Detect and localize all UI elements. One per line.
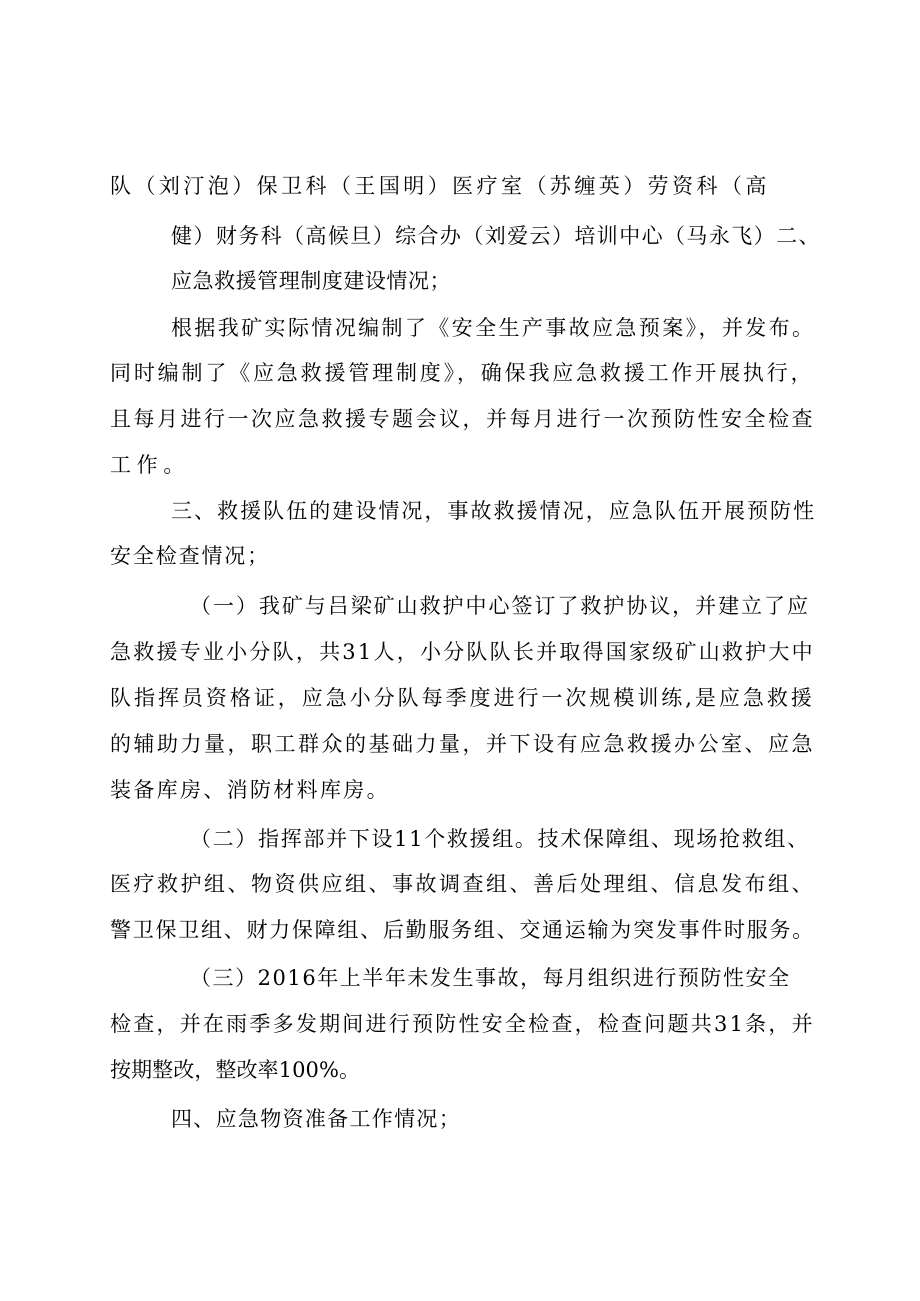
text-line: 检查，并在雨季多发期间进行预防性安全检查，检查问题共31条，并	[110, 1012, 815, 1036]
section-heading: 应急救援管理制度建设情况；	[171, 269, 452, 293]
text-line: 队（刘汀泡）保卫科（王国明）医疗室（苏缠英）劳资科（高	[110, 174, 770, 198]
text-line: （一）我矿与吕梁矿山救护中心签订了救护协议，并建立了应	[190, 594, 810, 618]
text-line: 按期整改，整改率100%。	[110, 1058, 361, 1082]
text-line: （三）2016年上半年未发生事故，每月组织进行预防性安全	[190, 966, 791, 990]
text-line: 且每月进行一次应急救援专题会议，并每月进行一次预防性安全检查	[110, 407, 815, 431]
text-line: 警卫保卫组、财力保障组、后勤服务组、交通运输为突发事件时服务。	[110, 918, 815, 942]
text-line: 的辅助力量，职工群众的基础力量，并下设有应急救援办公室、应急	[110, 732, 815, 756]
text-line: 装备库房、消防材料库房。	[110, 778, 390, 802]
text-line: 队指挥员资格证，应急小分队每季度进行一次规模训练,是应急救援	[110, 686, 815, 710]
text-line: 健）财务科（高候旦）综合办（刘爱云）培训中心（马永飞）二、	[171, 224, 821, 248]
section-heading: 四、应急物资准备工作情况；	[171, 1107, 462, 1131]
text-line: 同时编制了《应急救援管理制度》，确保我应急救援工作开展执行，	[110, 361, 815, 385]
text-line: 安全检查情况；	[110, 544, 271, 568]
text-line: 工作。	[110, 453, 191, 477]
section-heading: 三、救援队伍的建设情况，事故救援情况，应急队伍开展预防性	[171, 499, 817, 523]
text-line: 根据我矿实际情况编制了《安全生产事故应急预案》，并发布。	[171, 316, 816, 340]
text-line: 急救援专业小分队，共31人，小分队队长并取得国家级矿山救护大中	[110, 640, 815, 664]
text-line: 医疗救护组、物资供应组、事故调查组、善后处理组、信息发布组、	[110, 872, 815, 896]
text-line: （二）指挥部并下设11个救援组。技术保障组、现场抢救组、	[190, 827, 810, 851]
